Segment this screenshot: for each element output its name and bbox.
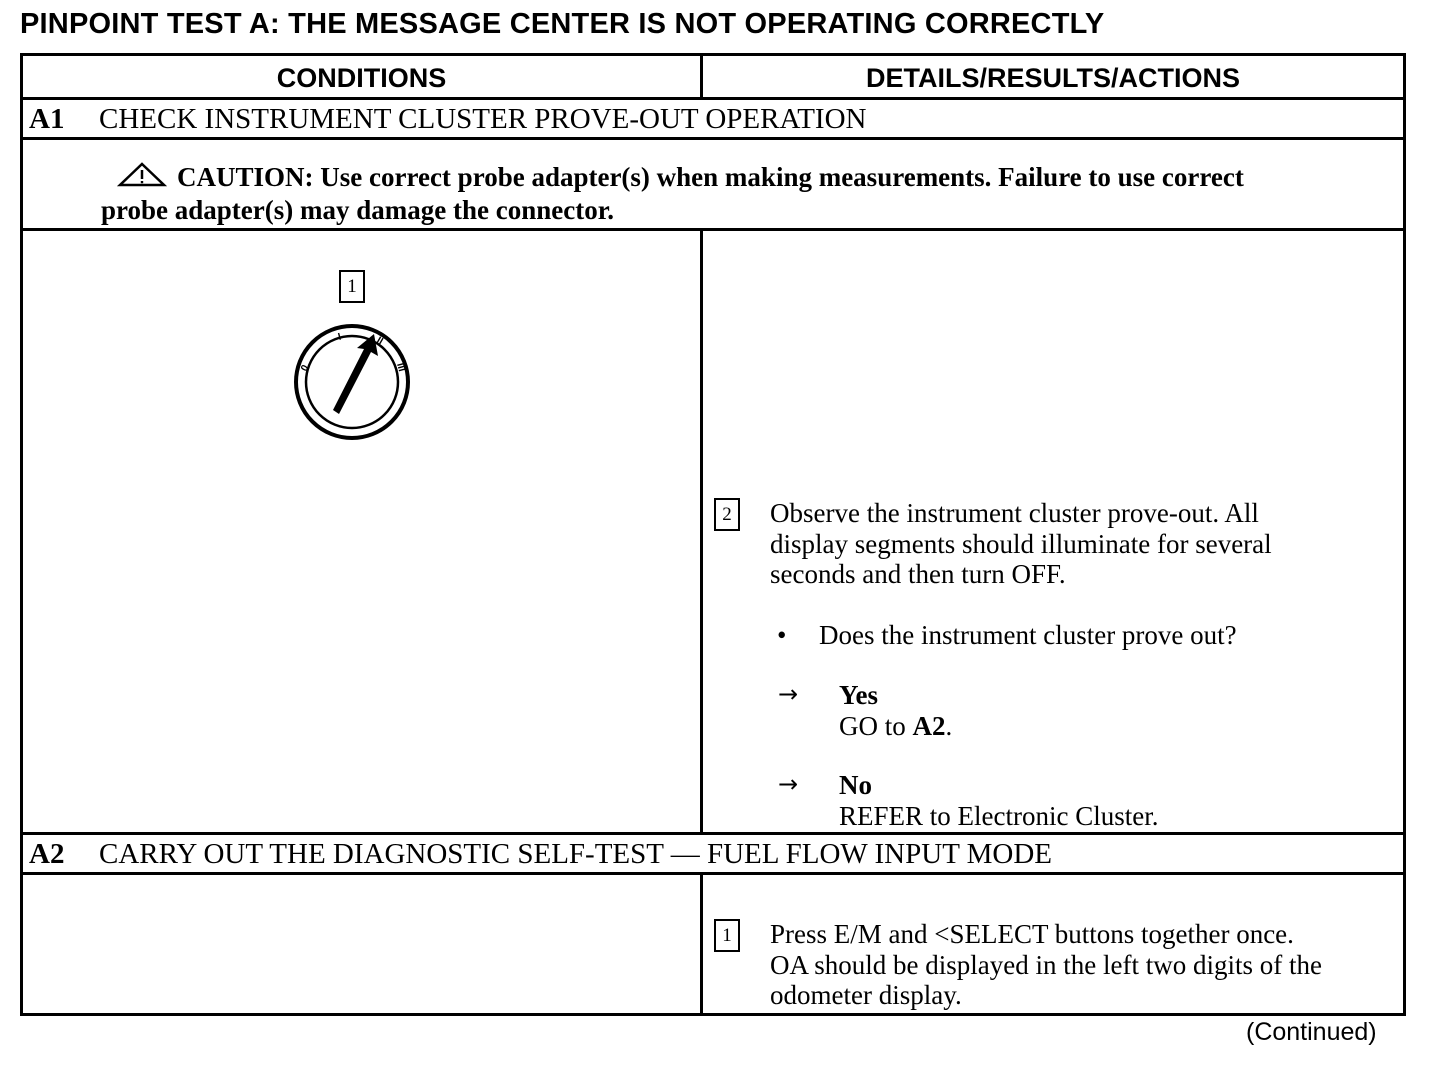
- a1-question: Does the instrument cluster prove out?: [819, 620, 1237, 650]
- caution-note: [101, 162, 1391, 226]
- page-title: PINPOINT TEST A: THE MESSAGE CENTER IS NOT OPERATING CORRECTLY: [20, 8, 1105, 40]
- condition-callout-1: 1: [339, 270, 365, 303]
- yes-label: Yes: [839, 680, 878, 710]
- no-label: No: [839, 770, 872, 800]
- step-a2-id: A2: [29, 838, 65, 870]
- step-a2-title: CARRY OUT THE DIAGNOSTIC SELF-TEST — FUEL FLOW INPUT MODE: [99, 838, 1053, 870]
- a1-column-divider: [700, 228, 703, 835]
- ignition-label-0: 0: [299, 363, 312, 374]
- goto-a2-ref[interactable]: A2: [912, 710, 946, 741]
- a2-action-line: odometer display.: [770, 980, 962, 1010]
- continued-note: (Continued): [1246, 1018, 1377, 1046]
- a2-column-divider: [700, 872, 703, 1013]
- step-a1-title: CHECK INSTRUMENT CLUSTER PROVE-OUT OPERATION: [99, 103, 867, 135]
- step-a2-row: [29, 835, 1052, 873]
- pinpoint-test-table: [20, 53, 1406, 1016]
- conditions-column-header: CONDITIONS: [276, 63, 447, 93]
- a1-action-line: seconds and then turn OFF.: [770, 559, 1066, 589]
- step-a1-row: [29, 100, 866, 138]
- a1-action-line: Observe the instrument cluster prove-out. All: [770, 498, 1259, 528]
- a1-no-result: [839, 770, 1158, 831]
- arrow-right-icon: →: [778, 770, 799, 798]
- a2-action-line: OA should be displayed in the left two digits of the: [770, 949, 1322, 980]
- bullet-icon: •: [777, 620, 787, 650]
- a2-action-text: [770, 919, 1322, 1011]
- ignition-label-2: II: [374, 335, 385, 348]
- a1-yes-result: [839, 680, 952, 741]
- arrow-right-icon: →: [778, 680, 799, 708]
- action-callout-1: 1: [714, 919, 740, 952]
- yes-action: GO to A2.: [839, 710, 953, 741]
- step-a1-id: A1: [29, 103, 65, 135]
- ignition-switch-icon: [289, 322, 419, 442]
- ignition-label-1: I: [336, 331, 343, 343]
- caution-text-line1: Use correct probe adapter(s) when making measurements. Failure to use correct: [320, 162, 1244, 192]
- a2-action-line: Press E/M and <SELECT buttons together once.: [770, 919, 1294, 949]
- a1-action-line: display segments should illuminate for several: [770, 528, 1272, 559]
- no-action: REFER to Electronic Cluster.: [839, 800, 1159, 831]
- caution-label: CAUTION:: [177, 162, 314, 192]
- caution-text-line2: probe adapter(s) may damage the connector.: [101, 195, 614, 225]
- caution-divider: [23, 228, 1403, 231]
- ignition-label-3: III: [394, 361, 407, 373]
- warning-triangle-icon: [117, 162, 167, 195]
- a1-action-text: [770, 498, 1272, 590]
- details-column-header: DETAILS/RESULTS/ACTIONS: [865, 63, 1240, 93]
- action-callout-2: 2: [714, 498, 740, 531]
